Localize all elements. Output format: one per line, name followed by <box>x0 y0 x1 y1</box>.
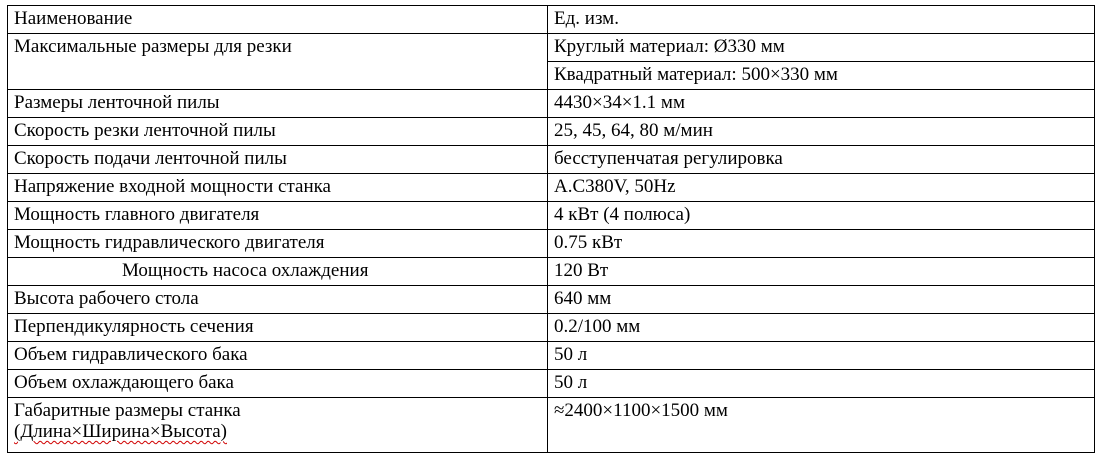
max-cut-round-cell[interactable]: Круглый материал: Ø330 мм <box>548 34 1095 62</box>
table-row <box>8 314 1095 342</box>
param-label-cell[interactable]: Мощность насоса охлаждения <box>8 258 548 286</box>
overall-dimensions-label-cell[interactable] <box>8 398 548 453</box>
table-row <box>8 286 1095 314</box>
table-row <box>8 258 1095 286</box>
overall-dimensions-label-line1: Габаритные размеры станка <box>14 400 241 421</box>
table-row-overall-dimensions <box>8 398 1095 453</box>
param-label-cell[interactable]: Скорость подачи ленточной пилы <box>8 146 548 174</box>
table-row <box>8 370 1095 398</box>
param-value-cell[interactable]: 0.75 кВт <box>548 230 1095 258</box>
param-value-cell[interactable]: 4430×34×1.1 мм <box>548 90 1095 118</box>
max-cut-square-cell[interactable]: Квадратный материал: 500×330 мм <box>548 62 1095 90</box>
table-row-max-cut-round <box>8 34 1095 62</box>
header-name-cell[interactable]: Наименование <box>8 6 548 34</box>
param-value-cell[interactable]: 120 Вт <box>548 258 1095 286</box>
param-value-cell[interactable]: 50 л <box>548 342 1095 370</box>
param-label-cell[interactable]: Высота рабочего стола <box>8 286 548 314</box>
param-label-cell[interactable]: Скорость резки ленточной пилы <box>8 118 548 146</box>
param-value-cell[interactable]: A.C380V, 50Hz <box>548 174 1095 202</box>
overall-dimensions-value-cell[interactable]: ≈2400×1100×1500 мм <box>548 398 1095 453</box>
table-header-row <box>8 6 1095 34</box>
header-unit-cell[interactable]: Ед. изм. <box>548 6 1095 34</box>
table-row <box>8 230 1095 258</box>
param-value-cell[interactable]: 50 л <box>548 370 1095 398</box>
param-value-cell[interactable]: 4 кВт (4 полюса) <box>548 202 1095 230</box>
param-value-cell[interactable]: 640 мм <box>548 286 1095 314</box>
param-label-cell[interactable]: Мощность главного двигателя <box>8 202 548 230</box>
table-row <box>8 146 1095 174</box>
param-value-cell[interactable]: 0.2/100 мм <box>548 314 1095 342</box>
param-label-cell[interactable]: Размеры ленточной пилы <box>8 90 548 118</box>
param-label-cell[interactable]: Объем охлаждающего бака <box>8 370 548 398</box>
param-label-cell[interactable]: Перпендикулярность сечения <box>8 314 548 342</box>
param-label-cell[interactable]: Объем гидравлического бака <box>8 342 548 370</box>
param-value-cell[interactable]: 25, 45, 64, 80 м/мин <box>548 118 1095 146</box>
overall-dimensions-label-line2: (Длина×Ширина×Высота) <box>14 421 227 442</box>
table-row <box>8 202 1095 230</box>
param-value-cell[interactable]: бесступенчатая регулировка <box>548 146 1095 174</box>
table-row <box>8 174 1095 202</box>
max-cut-label-cell[interactable]: Максимальные размеры для резки <box>8 34 548 90</box>
table-row <box>8 342 1095 370</box>
specifications-table <box>7 5 1095 453</box>
param-label-cell[interactable]: Напряжение входной мощности станка <box>8 174 548 202</box>
table-row <box>8 118 1095 146</box>
param-label-cell[interactable]: Мощность гидравлического двигателя <box>8 230 548 258</box>
table-row <box>8 90 1095 118</box>
